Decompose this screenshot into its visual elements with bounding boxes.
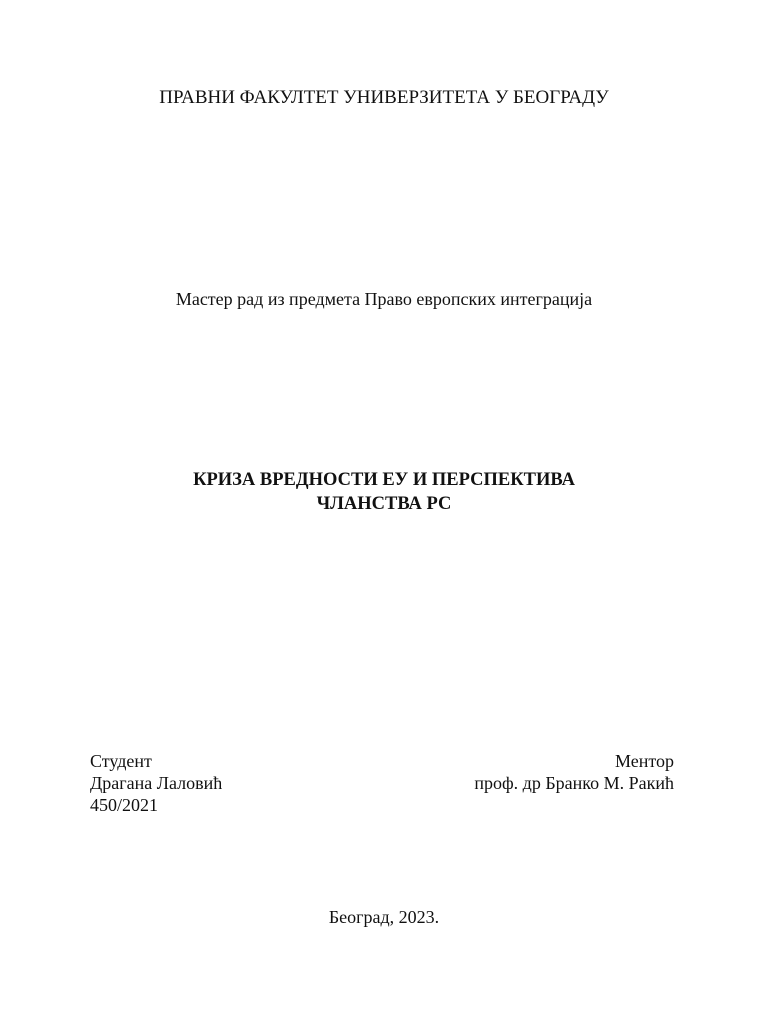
student-index-number: 450/2021: [90, 795, 159, 815]
student-label: Студент: [90, 751, 152, 771]
mentor-label: Ментор: [614, 751, 674, 771]
thesis-title-line-2: ЧЛАНСТВА РС: [316, 494, 452, 514]
institution-heading: ПРАВНИ ФАКУЛТЕТ УНИВЕРЗИТЕТА У БЕОГРАДУ: [159, 87, 609, 108]
thesis-subtitle: Мастер рад из предмета Право европских интеграција: [175, 289, 593, 309]
thesis-title-line-1: КРИЗА ВРЕДНОСТИ ЕУ И ПЕРСПЕКТИВА: [193, 470, 575, 490]
mentor-name: проф. др Бранко М. Ракић: [474, 773, 674, 793]
student-name: Драгана Лаловић: [90, 773, 223, 793]
place-date: Београд, 2023.: [328, 907, 440, 927]
